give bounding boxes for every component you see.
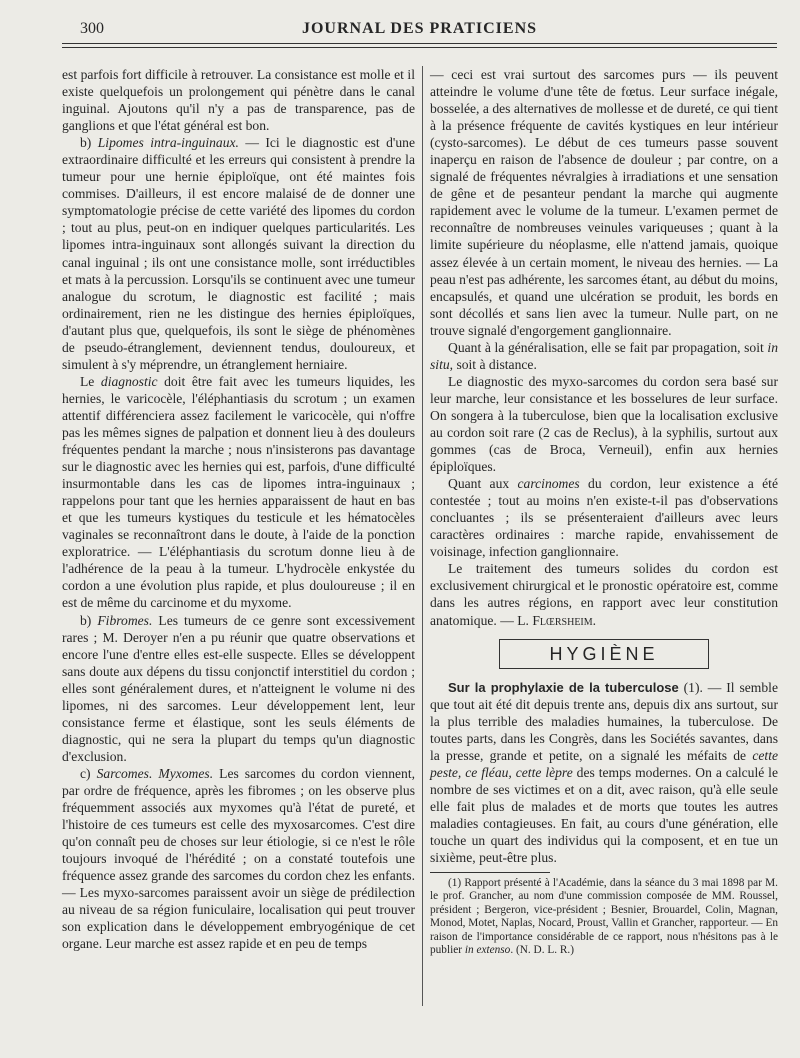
paragraph-lipomes-intra-inguinaux: b) Lipomes intra-inguinaux. — Ici le diagnostic est d'une extraordinaire difficulté et les erreurs qui consistent à prendre la tumeur pour une hernie épiploïque, ont été maintes fois commises. D'ailleurs, il est encore malaisé de de donner une symptomatologie précise de cette variété des lipomes du cordon ; tout au plus, peut-on en indiquer quelques particularités. Les lipomes intra-inguinaux sont allongés suivant la direction du canal inguinal ; ils ont une consistance molle, sont irréductibles et mats à la percussion. Lorsqu'ils se continuent avec une tumeur analogue du scrotum, le diagnostic est facilité ; mais ordinairement, rien ne les distingue des hernies épiploïques, d'autant plus que, quelquefois, ils sont le siège de phénomènes de pseudo-étranglement, deviennent tendus, douloureux, et simulent à s'y méprendre, un étranglement herniaire. <box>62 135 415 372</box>
right-column <box>430 66 778 958</box>
paragraph-sarcomes: c) Sarcomes. Myxomes. Les sarcomes du cordon viennent, par ordre de fréquence, après les fibromes ; on les observe plus fréquemment associés aux myxomes qu'à l'état de pureté, et l'histoire de ces tumeurs est celle des myxosarcomes. C'est dire qu'on connaît peu de choses sur leur étiologie, si ce n'est le rôle toujours invoqué de l'hérédité ; on a constaté toutefois une fréquence assez grande des sarcomes du cordon chez les enfants. — Les myxo-sarcomes paraissent avoir un siège de prédilection au niveau de sa région funiculaire, localisation qui peut trouver son explication dans le développement embryogénique de cet organe. Leur marche est assez rapide et en peu de temps <box>62 765 416 952</box>
section-heading-hygiene: HYGIÈNE <box>499 639 709 669</box>
paragraph-carcinomes: Quant aux carcinomes du cordon, leur existence a été contestée ; tout au moins n'en existe-t-il pas d'observations concluantes ; ils se présenteraient d'ailleurs avec leurs caractères ordinaires : marche rapide, envahissement de voisinage, infection ganglionnaire. <box>430 476 778 560</box>
paragraph-generalisation: Quant à la généralisation, elle se fait par propagation, soit in situ, soit à distance. <box>430 339 778 372</box>
paragraph-tuberculose: Sur la prophylaxie de la tuberculose (1). — Il semble que tout ait été dit depuis trente ans, depuis dix ans surtout, sur la plus terrible des maladies humaines, la tuberculose. De toutes parts, dans les Congrès, dans les Sociétés savantes, dans la presse, grande et petite, on a signalé les méfaits de cette peste, ce fléau, cette lèpre des temps modernes. On a calculé le nombre de ses victimes et on a dit, avec raison, qu'à elle seule elle fait plus de malades et de morts que toutes les autres maladies contagieuses. En fait, au cours d'une génération, elle touche un quart des individus qui la composent, et en tue un sixième, peut-être plus. <box>430 679 778 866</box>
paragraph: — ceci est vrai surtout des sarcomes purs — ils peuvent atteindre le volume d'une tête de fœtus. Leur surface inégale, bosselée, a des alternatives de mollesse et de dureté, ce qui tient à la présence fréquente de cavités kystiques en leur intérieur (cysto-sarcomes). Le début de ces tumeurs passe souvent inaperçu en raison de l'absence de douleur ; par contre, on a signalé de fréquentes névralgies à irradiations et une sensation de gêne et de pesanteur pendant la marche qui augmente rapidement avec le volume de la tumeur. L'examen permet de reconnaître de nombreuses veinules variqueuses ; quant à la limite supérieure du néoplasme, elle n'attend jamais, quoique assez élevée à un certain moment, le niveau des hernies. — La peau n'est pas adhérente, les sarcomes étant, au début du moins, encapsulés, et quand une ulcération se produit, les bords en sont décollés et sans lien avec la tumeur. Nulle part, on ne trouve signalé d'engorgement ganglionnaire. <box>430 67 778 338</box>
journal-title: JOURNAL DES PRATICIENS <box>301 20 538 37</box>
paragraph-diagnostic: Le diagnostic doit être fait avec les tumeurs liquides, les hernies, le varicocèle, l'éléphantiasis du scrotum ; un examen attentif différenciera assez facilement le varicocèle, qui n'offre pas les mêmes signes de palpation et donnent lieu à des douleurs fréquentes pendant la marche ; nous n'insisterons pas davantage sur le diagnostic avec les hernies qui est, parfois, d'une difficulté insurmontable dans les cas de lipomes intra-inguinaux ; rappelons pour tant que les hernies apparaissent de haut en bas et que les tumeurs kystiques du testicule et les hématocèles vaginales se reconnaîtront dans le doute, à l'aide de la ponction exploratrice. — L'éléphantiasis du scrotum donne lieu à de l'adhérence de la peau à la tumeur. L'hydrocèle enkystée du cordon a une évolution plus rapide, et plus douloureuse ; il en est de même du carcinome et du myxome. <box>62 373 415 611</box>
header-rule <box>62 43 777 48</box>
page-header <box>62 20 777 42</box>
paragraph-fibromes: b) Fibromes. Les tumeurs de ce genre sont excessivement rares ; M. Deroyer n'en a pu réunir que quatre observations et encore l'une d'entre elles est-elle suspecte. Elles se développent sans doute aux dépens du tissu conjonctif interstitiel du cordon ; elles sont généralement dures, et n'atteignent le volume ni des lipomes, ni des sarcomes. Leur développement lent, leur consistance ferme et élastique, sont les seuls éléments de diagnostic, qui ne sera la plupart du temps qu'un diagnostic d'exclusion. <box>62 612 415 764</box>
article-title: Sur la prophylaxie de la tuberculose <box>448 679 679 695</box>
page-number: 300 <box>80 20 104 37</box>
paragraph: est parfois fort difficile à retrouver. La consistance est molle et il existe quelquefois un prolongement qui pénètre dans le canal inguinal. Ajoutons qu'il n'y a pas de transparence, pas de ganglions et que l'état général est bon. <box>62 67 415 134</box>
column-divider <box>422 66 423 1006</box>
paragraph-diagnostic-myxo: Le diagnostic des myxo-sarcomes du cordon sera basé sur leur marche, leur consistance et les bosselures de leur surface. On songera à la tuberculose, bien que la localisation exclusive au cordon soit rare (2 cas de Reclus), à la syphilis, surtout aux gommes (cas de Broca, Verneuil), enfin aux hernies épiploïques. <box>430 373 778 475</box>
author-signature: Flœrsheim. <box>532 612 597 628</box>
paragraph-traitement: Le traitement des tumeurs solides du cordon est exclusivement chirurgical et le pronostic opératoire est, comme dans les autres régions, en rapport avec leur constitution anatomique. — L. Flœrsheim. <box>430 561 778 628</box>
left-column <box>62 66 415 952</box>
footnote: (1) Rapport présenté à l'Académie, dans la séance du 3 mai 1898 par M. le prof. Grancher, au nom d'une commission composée de MM. Roussel, président ; Bergeron, vice-président ; Besnier, Brouardel, Colin, Magnan, Monod, Motet, Naplas, Nocard, Proust, Vallin et Grancher, rapporteur. — En raison de l'importance considérable de ce rapport, nous n'hésitons pas à le publier in extenso. (N. D. L. R.) <box>430 877 778 957</box>
footnote-rule <box>430 872 550 873</box>
